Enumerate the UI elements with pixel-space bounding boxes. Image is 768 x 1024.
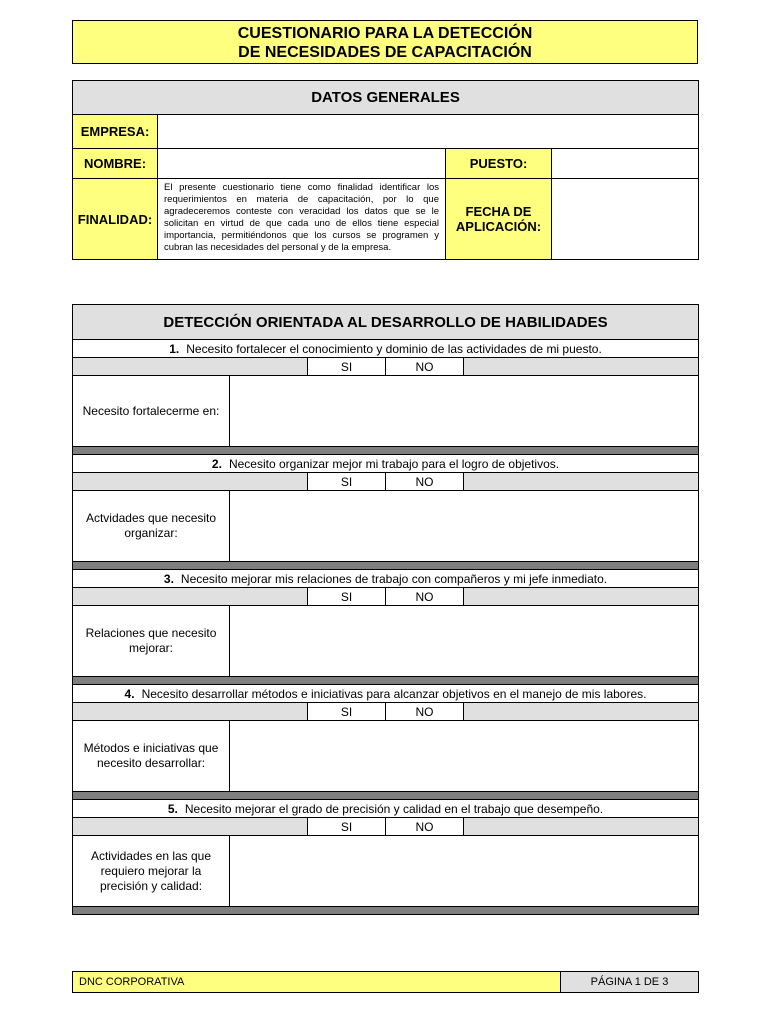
- question-text: Necesito mejorar el grado de precisión y calidad en el trabajo que desempeño.: [184, 801, 604, 816]
- si-no-row: [73, 473, 699, 491]
- si-no-row: [73, 358, 699, 376]
- question-row: [73, 455, 699, 473]
- form-title-line-2: DE NECESIDADES DE CAPACITACIÓN: [238, 44, 532, 61]
- no-option-4[interactable]: NO: [386, 703, 464, 721]
- answer-field-2[interactable]: [230, 491, 699, 562]
- answer-label-2: Actvidades que necesito organizar:: [73, 491, 230, 562]
- separator-row: [73, 447, 699, 455]
- blank-cell: [73, 473, 308, 491]
- finalidad-label: FINALIDAD:: [73, 179, 158, 260]
- answer-field-5[interactable]: [230, 836, 699, 907]
- blank-cell: [464, 358, 699, 376]
- si-option-1[interactable]: SI: [308, 358, 386, 376]
- separator-row: [73, 677, 699, 685]
- empresa-field[interactable]: [158, 115, 699, 149]
- question-row: [73, 685, 699, 703]
- nombre-field[interactable]: [158, 149, 446, 179]
- answer-field-3[interactable]: [230, 606, 699, 677]
- finalidad-text: El presente cuestionario tiene como finalidad identificar los requerimientos en materia de capacitación, por lo que agradeceremos conteste con veracidad los datos que se le solicitan en virtud de que cada uno de ellos tiene especial importancia, permitiéndonos que los cursos se programen y cubran las necesidades del personal y de la empresa.: [158, 179, 446, 260]
- section-separator: [73, 792, 699, 800]
- section-separator: [73, 677, 699, 685]
- question-number: 4.: [124, 686, 135, 701]
- form-title-line-1: CUESTIONARIO PARA LA DETECCIÓN: [237, 25, 533, 42]
- question-number: 5.: [167, 801, 178, 816]
- blank-cell: [73, 703, 308, 721]
- fecha-aplicacion-field[interactable]: [552, 179, 699, 260]
- answer-row: [73, 721, 699, 792]
- answer-label-4: Métodos e iniciativas que necesito desarrollar:: [73, 721, 230, 792]
- empresa-label: EMPRESA:: [73, 115, 158, 149]
- nombre-label: NOMBRE:: [73, 149, 158, 179]
- blank-cell: [464, 588, 699, 606]
- question-2: [73, 455, 699, 473]
- question-number: 3.: [163, 571, 174, 586]
- question-row: [73, 570, 699, 588]
- no-option-2[interactable]: NO: [386, 473, 464, 491]
- page-footer: [72, 971, 699, 993]
- fecha-aplicacion-label: [446, 179, 552, 260]
- blank-cell: [464, 703, 699, 721]
- page-number: PÁGINA 1 DE 3: [561, 972, 699, 993]
- fecha-label-line-1: FECHA DE: [465, 204, 532, 219]
- no-option-1[interactable]: NO: [386, 358, 464, 376]
- datos-generales-header: DATOS GENERALES: [73, 81, 699, 115]
- answer-row: [73, 376, 699, 447]
- section-separator: [73, 447, 699, 455]
- question-text: Necesito fortalecer el conocimiento y dominio de las actividades de mi puesto.: [186, 341, 602, 356]
- answer-field-4[interactable]: [230, 721, 699, 792]
- question-number: 2.: [211, 456, 222, 471]
- si-no-row: [73, 588, 699, 606]
- fecha-label-line-2: APLICACIÓN:: [455, 219, 542, 234]
- question-row: [73, 800, 699, 818]
- separator-row: [73, 907, 699, 915]
- section-separator: [73, 907, 699, 915]
- question-row: [73, 340, 699, 358]
- habilidades-table: [72, 304, 699, 915]
- separator-row: [73, 792, 699, 800]
- question-5: [73, 800, 699, 818]
- answer-label-3: Relaciones que necesito mejorar:: [73, 606, 230, 677]
- answer-row: [73, 836, 699, 907]
- si-option-4[interactable]: SI: [308, 703, 386, 721]
- si-option-3[interactable]: SI: [308, 588, 386, 606]
- questions-list: [73, 340, 699, 915]
- no-option-5[interactable]: NO: [386, 818, 464, 836]
- si-option-2[interactable]: SI: [308, 473, 386, 491]
- question-text: Necesito organizar mejor mi trabajo para el logro de objetivos.: [228, 456, 560, 471]
- question-number: 1.: [169, 341, 180, 356]
- blank-cell: [73, 358, 308, 376]
- question-text: Necesito mejorar mis relaciones de trabajo con compañeros y mi jefe inmediato.: [180, 571, 608, 586]
- section-separator: [73, 562, 699, 570]
- si-option-5[interactable]: SI: [308, 818, 386, 836]
- separator-row: [73, 562, 699, 570]
- footer-left-label: DNC CORPORATIVA: [73, 972, 561, 993]
- question-3: [73, 570, 699, 588]
- question-4: [73, 685, 699, 703]
- answer-field-1[interactable]: [230, 376, 699, 447]
- answer-row: [73, 606, 699, 677]
- form-title: [72, 20, 698, 64]
- answer-row: [73, 491, 699, 562]
- si-no-row: [73, 818, 699, 836]
- habilidades-header: DETECCIÓN ORIENTADA AL DESARROLLO DE HABILIDADES: [73, 305, 699, 340]
- answer-label-5: Actividades en las que requiero mejorar la precisión y calidad:: [73, 836, 230, 907]
- si-no-row: [73, 703, 699, 721]
- datos-generales-table: [72, 80, 699, 260]
- puesto-label: PUESTO:: [446, 149, 552, 179]
- blank-cell: [73, 588, 308, 606]
- answer-label-1: Necesito fortalecerme en:: [73, 376, 230, 447]
- blank-cell: [73, 818, 308, 836]
- no-option-3[interactable]: NO: [386, 588, 464, 606]
- blank-cell: [464, 473, 699, 491]
- question-text: Necesito desarrollar métodos e iniciativas para alcanzar objetivos en el manejo de mis labores.: [141, 686, 647, 701]
- question-1: [73, 340, 699, 358]
- blank-cell: [464, 818, 699, 836]
- puesto-field[interactable]: [552, 149, 699, 179]
